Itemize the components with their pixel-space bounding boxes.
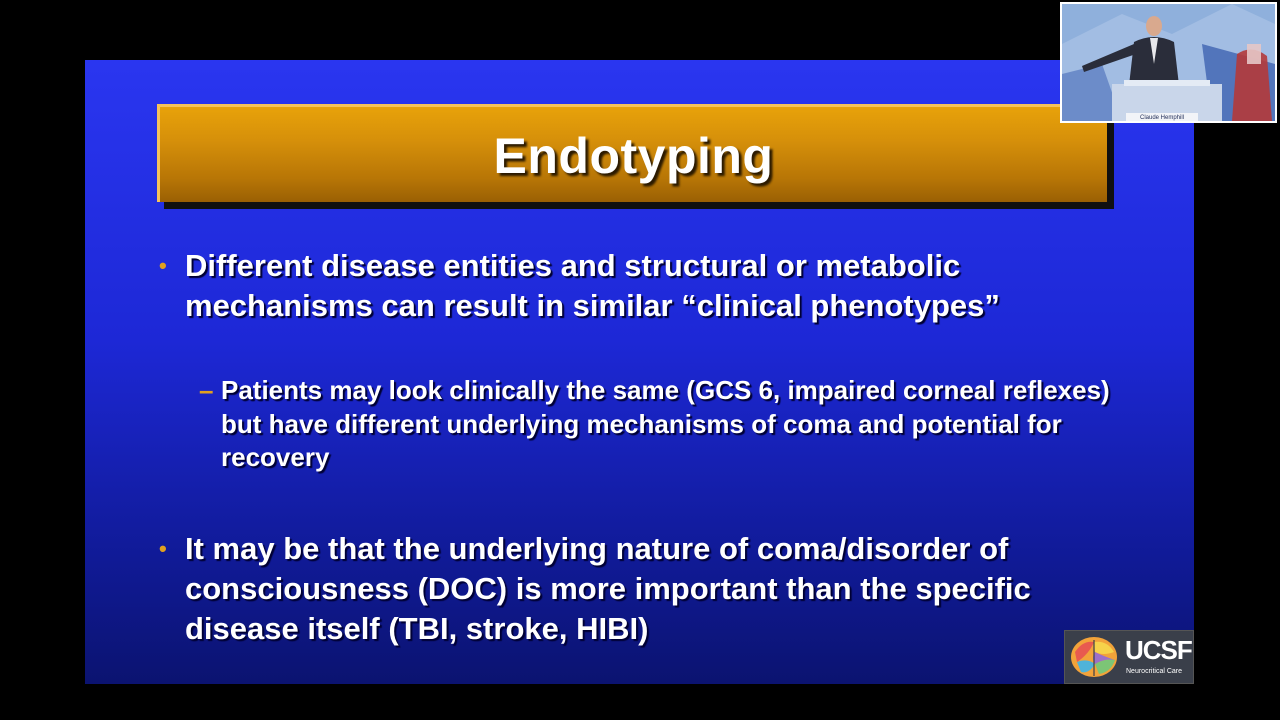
slide-title: Endotyping	[493, 128, 774, 184]
slide	[85, 60, 1194, 684]
bullet-text: Different disease entities and structural or metabolic mechanisms can result in similar “clinical phenotypes”	[185, 248, 1000, 323]
bullet-item	[159, 529, 1145, 649]
sub-bullet-marker: –	[199, 375, 214, 405]
bullet-marker: •	[159, 536, 167, 561]
sub-bullet-item	[199, 374, 1151, 475]
bullet-marker: •	[159, 253, 167, 278]
brain-icon	[1069, 634, 1119, 680]
slide-title-bar	[157, 104, 1107, 202]
speaker-name-caption: Claude Hemphill	[1126, 113, 1198, 123]
speaker-video-overlay	[1060, 2, 1277, 123]
bullet-item	[159, 246, 1145, 326]
logo-wordmark: UCSF	[1125, 635, 1192, 665]
speaker-video-image	[1062, 4, 1275, 121]
bullet-text: It may be that the underlying nature of coma/disorder of consciousness (DOC) is more important than the specific disease itself (TBI, stroke, HIBI)	[185, 531, 1031, 646]
ucsf-logo	[1064, 630, 1194, 684]
logo-subtitle: Neurocritical Care	[1126, 668, 1183, 675]
sub-bullet-text: Patients may look clinically the same (GCS 6, impaired corneal reflexes) but have different underlying mechanisms of coma and potential for recovery	[221, 375, 1110, 472]
